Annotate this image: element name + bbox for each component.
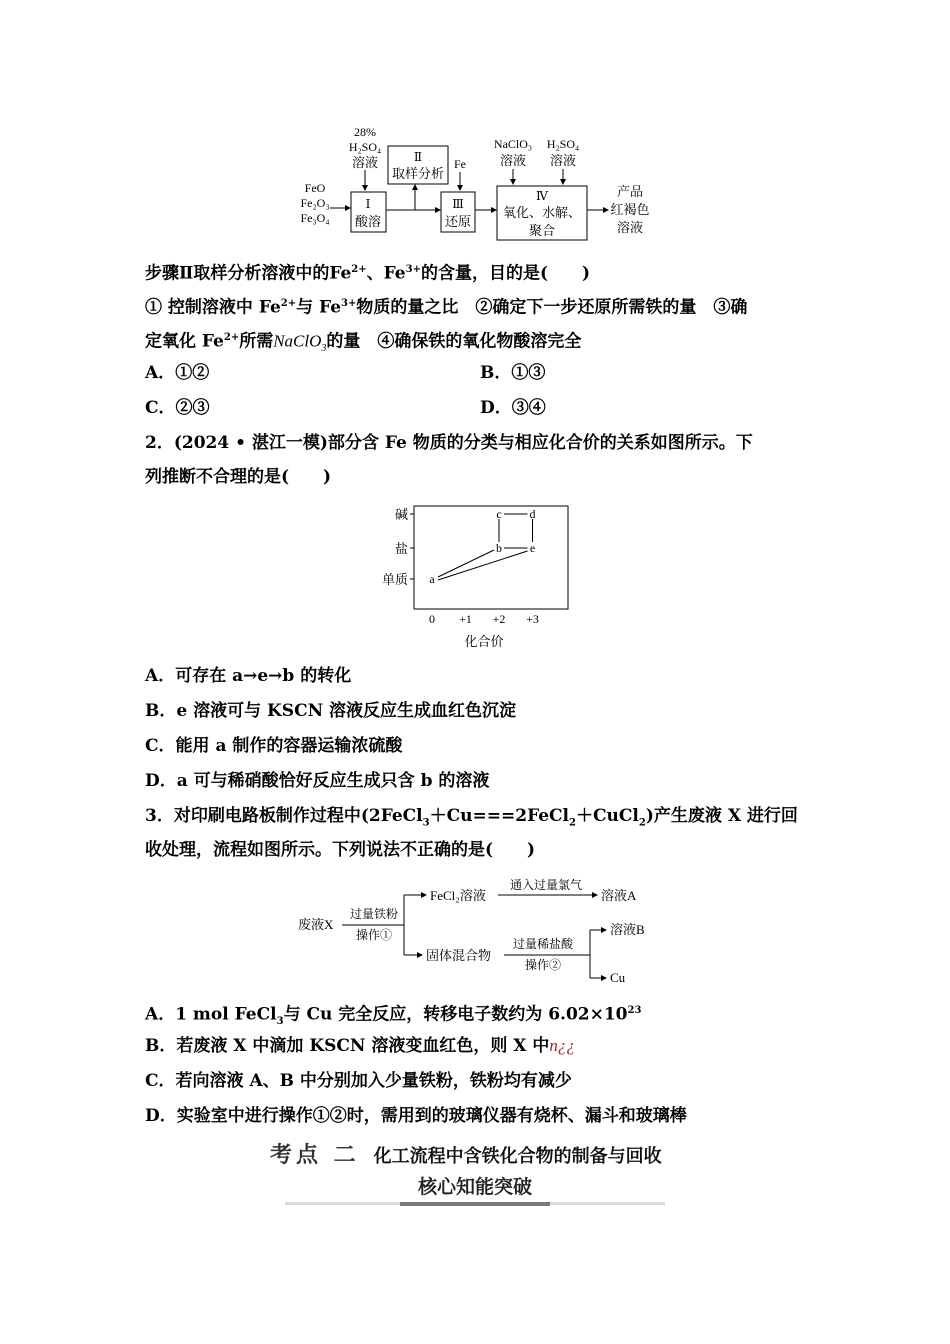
- y-label-1: 盐: [394, 541, 408, 556]
- reagent-1-l3: 溶液: [351, 155, 379, 170]
- q1-line3: 定氧化 $Fe^{2+}$所需NaClO$_3$的量 ④确保铁的氧化物酸溶完全: [145, 331, 582, 355]
- reagent-3-l2: 溶液: [549, 153, 577, 168]
- flow-lower-result-2: Cu: [610, 970, 626, 985]
- step-2-num: Ⅱ: [413, 150, 423, 164]
- section-heading: [270, 1138, 662, 1169]
- point-e: e: [529, 541, 536, 555]
- flow-upper-result: 溶液A: [601, 888, 637, 903]
- banner-label: 核心知能突破: [400, 1172, 550, 1206]
- q1-line2: ① 控制溶液中 $Fe^{2+}$与 $Fe^{3+}$物质的量之比 ②确定下一步还原所需铁的量 ③确: [145, 297, 748, 318]
- x-axis-label: 化合价: [464, 634, 504, 649]
- q3-stem-2: 收处理，流程如图所示。下列说法不正确的是( ): [145, 840, 536, 860]
- y-label-2: 碱: [394, 507, 408, 522]
- reagent-2-l1: NaClO₃: [493, 137, 533, 151]
- step-2-label: 取样分析: [391, 166, 445, 181]
- q1-option-c[interactable]: C．②③: [145, 398, 210, 418]
- x-tick-label-2: +2: [492, 612, 506, 626]
- feed-l2: Fe₂O₃: [300, 196, 330, 210]
- flow-lower-op-bottom: 操作②: [524, 958, 562, 972]
- q2-option-b[interactable]: B．e 溶液可与 KSCN 溶液反应生成血红色沉淀: [145, 701, 517, 721]
- x-tick-label-3: +3: [526, 612, 539, 626]
- reagent-1-l1: 28%: [354, 125, 376, 139]
- y-label-0: 单质: [381, 572, 408, 587]
- step-4-num: Ⅳ: [536, 189, 548, 203]
- x-tick-label-0: 0: [429, 612, 435, 626]
- reagent-3-l1: H₂SO₄: [546, 137, 580, 151]
- flowchart-1: [290, 120, 670, 245]
- valence-chart: [370, 498, 580, 653]
- q2-option-d[interactable]: D．a 可与稀硝酸恰好反应生成只含 b 的溶液: [145, 771, 490, 791]
- q2-stem-1: 2．(2024 • 湛江一模)部分含 Fe 物质的分类与相应化合价的关系如图所示。下: [145, 433, 753, 453]
- step-1-num: Ⅰ: [365, 197, 371, 211]
- flowchart-2: [298, 875, 668, 990]
- step-4-l1: 氧化、水解、: [502, 205, 582, 220]
- step-3-num: Ⅲ: [452, 197, 464, 211]
- q2-option-c[interactable]: C．能用 a 制作的容器运输浓硫酸: [145, 736, 403, 756]
- product-l3: 溶液: [616, 220, 644, 235]
- point-a: a: [429, 572, 435, 586]
- q2-option-a[interactable]: A．可存在 a→e→b 的转化: [145, 666, 352, 686]
- flow-start: 废液X: [298, 917, 334, 932]
- chart-frame: [414, 506, 568, 609]
- step-4-l2: 聚合: [528, 223, 556, 238]
- product-l1: 产品: [616, 184, 644, 199]
- q3-option-d[interactable]: D．实验室中进行操作①②时，需用到的玻璃仪器有烧杯、漏斗和玻璃棒: [145, 1106, 687, 1126]
- reagent-1-l2: H₂SO₄: [348, 140, 382, 154]
- step-3-label: 还原: [444, 214, 472, 229]
- q1-option-a[interactable]: A．①②: [145, 363, 210, 383]
- flow-op1-top: 过量铁粉: [349, 907, 399, 921]
- q1-stem: 步骤Ⅱ取样分析溶液中的$Fe^{2+}$、$Fe^{3+}$的含量，目的是( ): [145, 263, 591, 284]
- feed-l1: FeO: [304, 181, 326, 195]
- point-c: c: [496, 507, 502, 521]
- point-b: b: [496, 541, 502, 555]
- flow-lower-product: 固体混合物: [426, 948, 492, 963]
- q1-option-d[interactable]: D．③④: [480, 398, 546, 418]
- flow-lower-op-top: 过量稀盐酸: [512, 937, 574, 951]
- x-tick-label-1: +1: [459, 612, 472, 626]
- link-a-b: [438, 550, 494, 577]
- reagent-2-l2: 溶液: [499, 153, 527, 168]
- q1-option-b[interactable]: B．①③: [480, 363, 546, 383]
- flow-upper-product: FeCl₂溶液: [430, 888, 486, 903]
- reagent-fe: Fe: [454, 157, 466, 171]
- flow-lower-result-1: 溶液B: [610, 922, 645, 937]
- point-d: d: [529, 507, 536, 521]
- q3-option-c[interactable]: C．若向溶液 A、B 中分别加入少量铁粉，铁粉均有减少: [145, 1071, 572, 1091]
- flow-op1-bottom: 操作①: [355, 928, 393, 942]
- q3-option-b[interactable]: B．若废液 X 中滴加 KSCN 溶液变血红色，则 X 中n¿¿: [145, 1036, 575, 1056]
- step-1-label: 酸溶: [354, 214, 382, 229]
- feed-l3: Fe₃O₄: [300, 211, 330, 225]
- q3-stem-1: 3．对印刷电路板制作过程中(2FeCl$_3$＋Cu===2FeCl$_2$＋CuCl$_2$)产生废液 X 进行回: [145, 806, 798, 829]
- q2-stem-2: 列推断不合理的是( ): [145, 467, 332, 487]
- section-number: 考点 二: [270, 1143, 360, 1168]
- flow-upper-op: 通入过量氯气: [509, 878, 583, 892]
- product-l2: 红褐色: [610, 202, 650, 217]
- section-banner: [285, 1170, 665, 1208]
- q3-option-a[interactable]: A．1 mol FeCl$_3$与 Cu 完全反应，转移电子数约为 $6.02\times 10^{23}$: [145, 1004, 642, 1028]
- section-title: 化工流程中含铁化合物的制备与回收: [373, 1146, 662, 1167]
